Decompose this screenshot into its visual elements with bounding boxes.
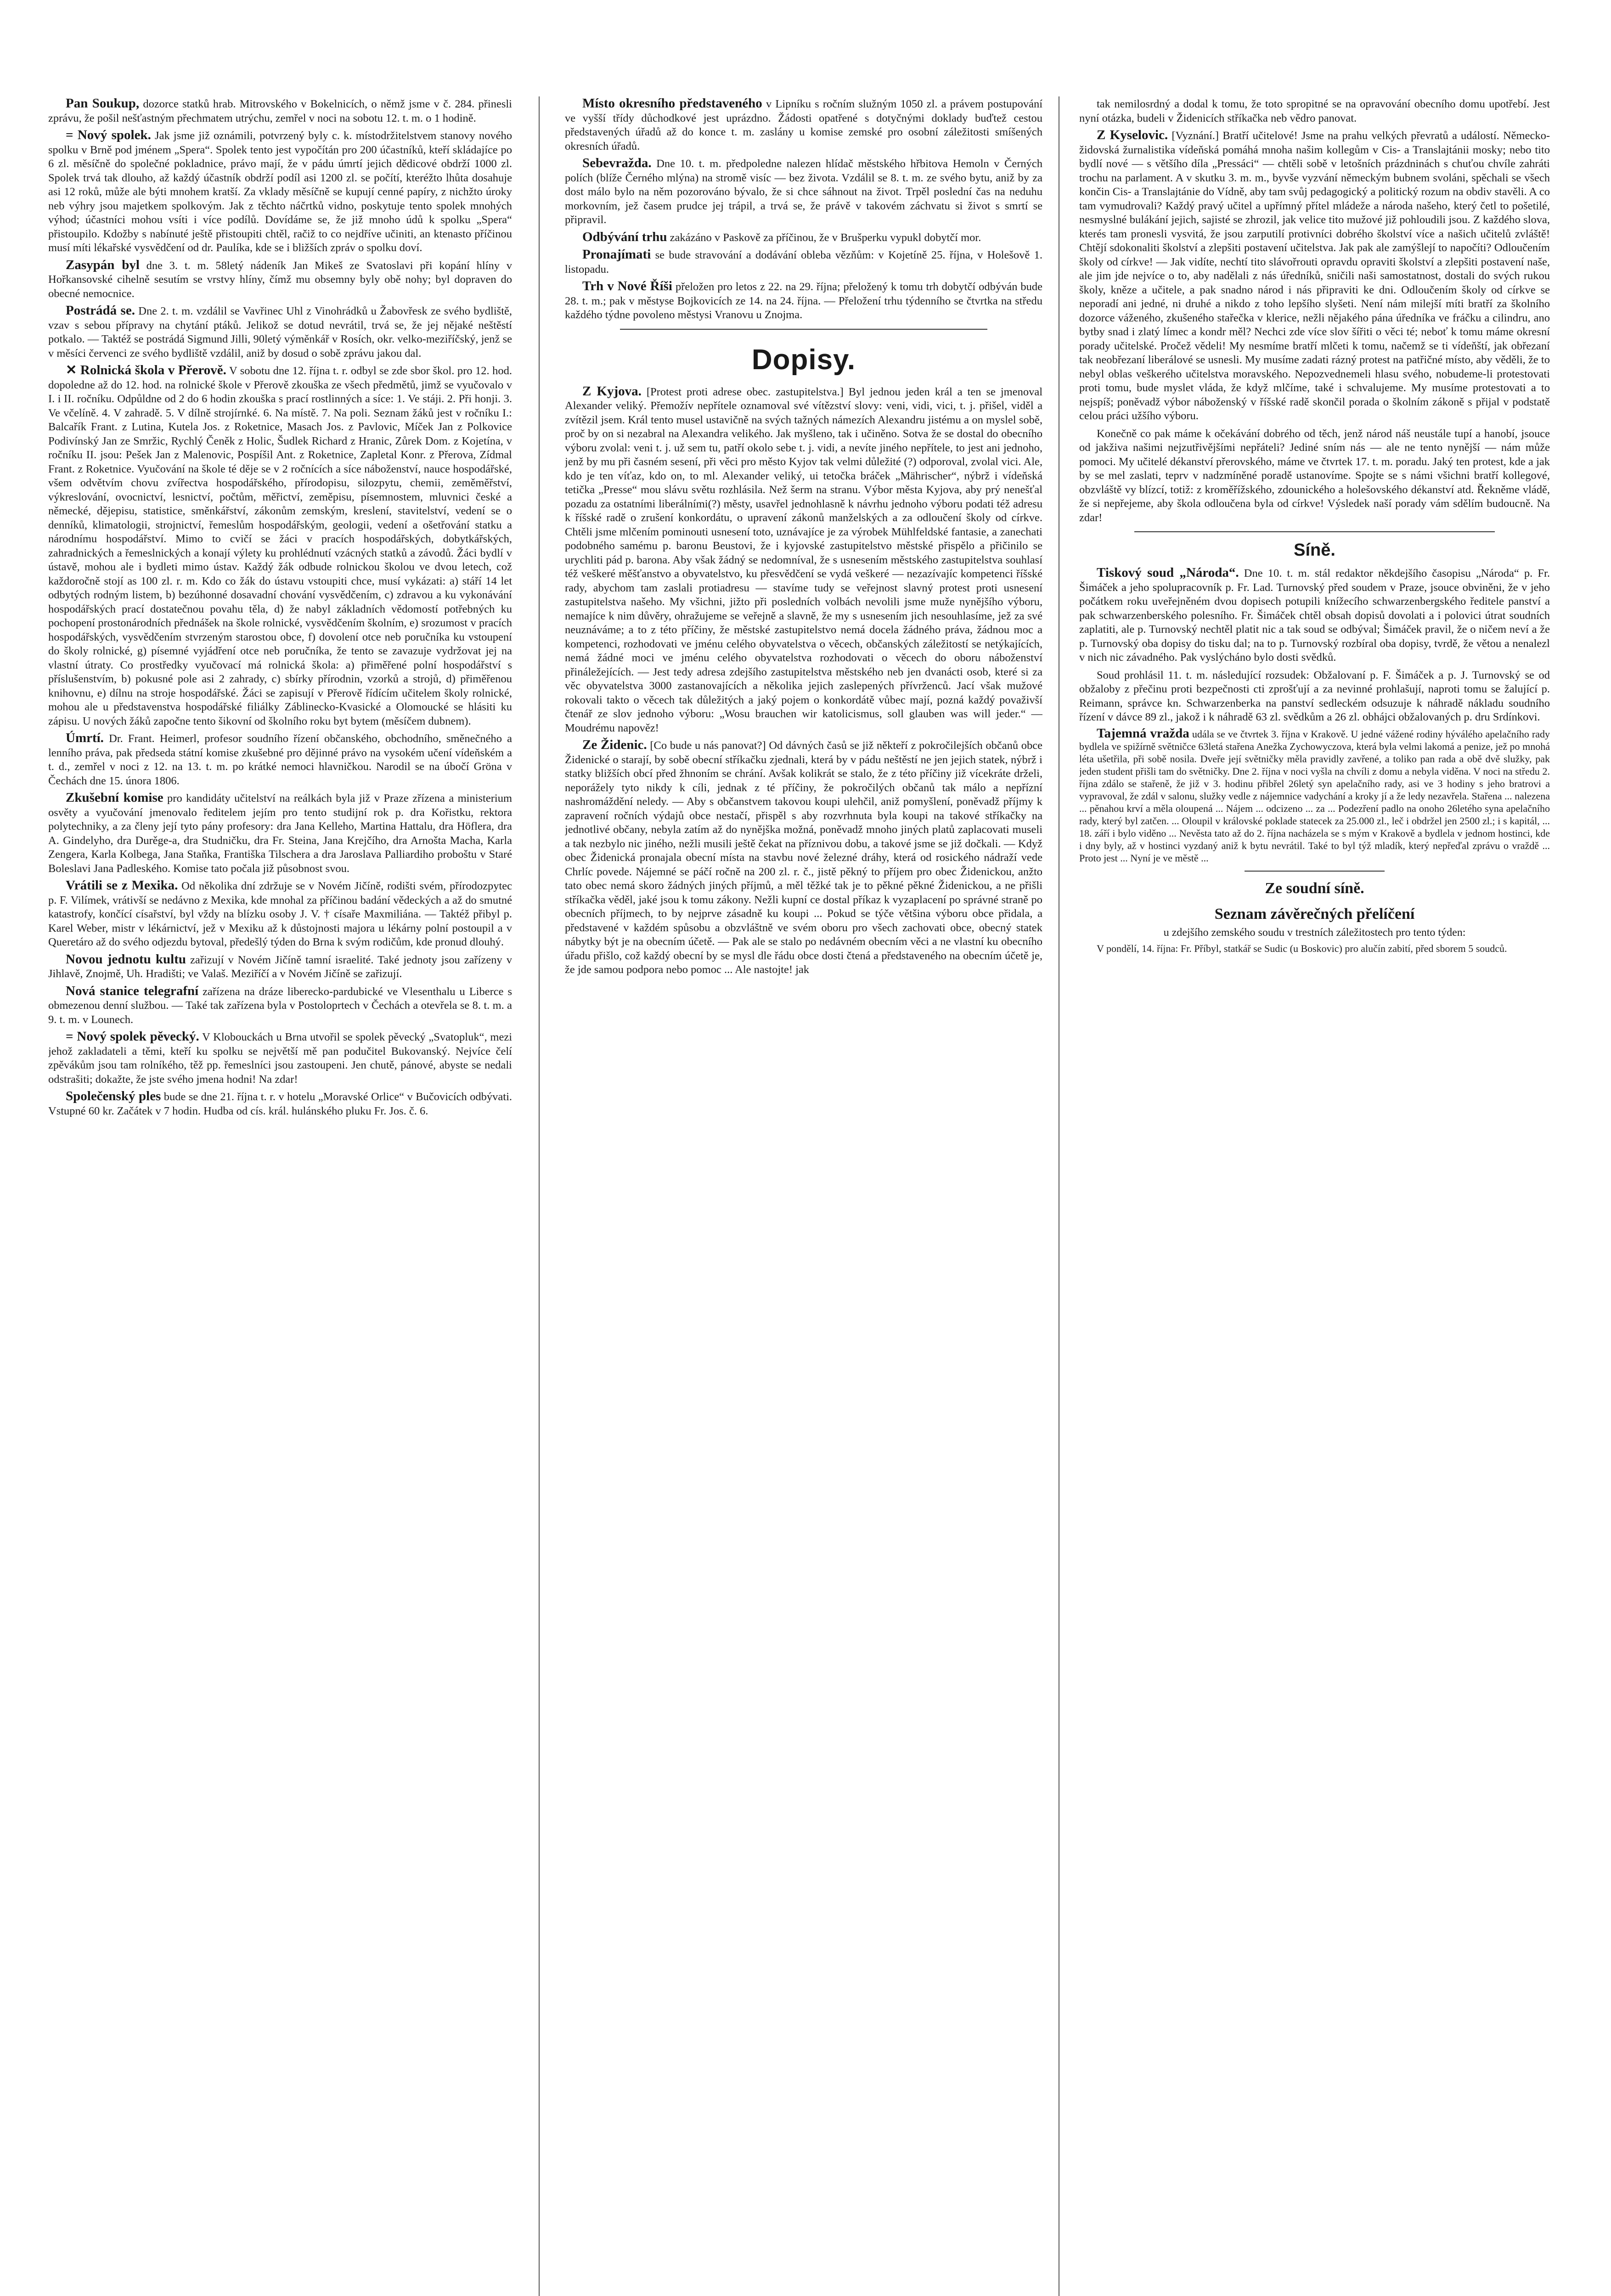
article-text: bude se dne 21. října t. r. v hotelu „Moravské Orlice“ v Bučovicích odbývati. Vstupné 60 kr. Začátek v 7 hodin. Hudba od cís. král. hulánského pluku Fr. Jos. č. 6. bbox=[48, 1091, 512, 1117]
article-text: Dr. Frant. Heimerl, profesor soudního řízení občanského, obchodního, směnečného a lenního práva, pak předseda státní komise zkušebné pro dějinné právo na vysokém učení vídeňském a t. d., zemřel v noci z 12. na 13. t. m. po krátké nemoci hlavničkou. Narodil se na úbočí Gröna v Čechách dne 15. února 1806. bbox=[48, 732, 512, 787]
article-lead: Vrátili se z Mexika. bbox=[66, 878, 178, 893]
section-rule bbox=[620, 329, 987, 330]
article bbox=[565, 96, 1042, 153]
article-text: Dne 10. t. m. stál redaktor někdejšího časopisu „Národa“ p. Fr. Šimáček a jeho spolupracovník p. Fr. Lad. Turnovský před soudem v Praze, jsouce obviněni, že v jeho počátkem roku uveřejněném dvou dopisech potupili knížecího schwarzenbergského ředitele panství a pak schwarzenberského polesního. Fr. Šimáček chtěl obsah dopisů dovolati a i polovici útrat soudních zaplatiti, ale p. Turnovský nechtěl platit nic a tak soud se odbýval; Šimáček pravil, že o ničem neví a že p. Turnovský oba dopisy do tisku dal; na to p. Turnovský rozbíral oba dopisy, tvrdě, že větou a nenalezl v nich nic závadného. Pak vyslýcháno bylo dosti svědků. bbox=[1079, 567, 1550, 664]
article bbox=[48, 363, 512, 728]
article-text: pro kandidáty učitelství na reálkách byla již v Praze zřízena a ministerium osvěty a vyučování jmenovalo ředitelem jejím pro tento studijní rok p. dra Kořistku, rektora polytechniky, a za členy její tyto pány profesory: dra Jana Kelleho, Martina Hattalu, dra Höflera, dra A. Gindelyho, dra Durěge-a, dra Studničku, dra Fr. Steina, Jana Krejčího, dra Arnošta Macha, Karla Zengera, Karla Kolbega, Jana Staňka, Františka Tilschera a dra Jaroslava Palliardiho proboštu v Staré Boleslavi Jana Padleského. Komise tato počala již působnost svou. bbox=[48, 792, 512, 875]
article bbox=[565, 248, 1042, 276]
article-lead: Trh v Nové Říši bbox=[582, 279, 672, 293]
article-lead: Postrádá se. bbox=[66, 303, 135, 318]
article-lead: Z Kyselovic. bbox=[1097, 128, 1168, 142]
article-lead: Odbývání trhu bbox=[582, 229, 667, 244]
article-text: V sobotu dne 12. října t. r. odbyl se zde sbor škol. pro 12. hod. dopoledne až do 12. hod. na rolnické škole v Přerově zkouška ze všech předmětů, jimž se vyučovalo v I. i II. ročníku. Odpůldne od 2 do 6 hodin zkouška s prací rostlinných a síce: 1. Ve stáji. 2. Při honji. 3. Ve včelíně. 4. V zahradě. 5. V dílně strojírnké. 6. Na místě. 7. Na poli. Seznam žáků jest v ročníku I.: Balcařík Frant. z Lutina, Kutela Jos. z Roketnice, Masach Jos. z Pavlovic, Míček Jan z Polkovice Podivínský Jan ze Smržic, Rychlý Čeněk z Holic, Šudlek Richard z Hranic, Zůrek Dom. z Kojetína, v ročníku II. jsou: Pešek Jan z Malenovic, Pospíšil Ant. z Roketnice, Zapletal Konr. z Přerova, Zídmal Frant. z Roketnice. Vyučování na škole té děje se v 2 ročnících a síce náboženství, nauce hospodářské, všem odvětvím chovu zvířectva hospodářského, přírodopisu, silozpytu, chemii, zeměměřství, výkreslování, ovocnictví, lesnictví, počtům, měřictví, zeměpisu, písemnostem, mluvnici české a německé, dějepisu, statistice, směnkářství, zákonům zemským, kreslení, stavitelství, vedení se o denníků, klimatologii, strojnictví, řemeslům hospodářským, geologii, vedení a ošetřování statku a národnímu hospodářství. Mimo to cvičí se žáci v pracích hospodářských, dobytkářských, zahradnických a řemeslnických a konají výlety ku prohlédnutí vzácných statků a závodů. Žáci bydlí v ústavě, mohou ale i bydleti mimo ústav. Každý žák odbude rolnickou školou ve dvou letech, což každoročně stojí as 100 zl. r. m. Kdo co žák do ústavu vstoupiti chce, musí vykázati: a) stáří 14 let odbytých rodným listem, b) bezúhonné dosavadní chování vysvědčením, c) zdravou a ku vykonávání hospodářských prací dostatečnou povahu těla, d) že nabyl základních vědomostí potřebných ku pochopení prostonárodních přednášek na škole rolnické, vysvědčením školním, e) srozumost v pracích hospodářských, vysvědčením stvrzeným starostou obce, f) dovolení otce neb poručníka ku vstoupení do školy rolnické, g) písemné vyjádření otce neb poručníka, že tento se zavazuje vydržovat jej na vlastní útraty. Co prostředky vyučovací má rolnická škola: a) přiměřené polní hospodářství s příslušenstvím, b) pokusné pole asi 2 zahrady, c) sbírky přírodnin, vzorků a strojů, d) přiměřenou knihovnu, e) dílnu na stroje hospodářské. Žáci se zapisují v Přerově řídícím učitelem školy rolnické, mohou ale u představenstva hospodářské filiálky Záblinecko-Kvasické a Olomoucké se hlásiti ku zápisu. U nových žáků započne tento šikovní od školního roku byt bytem (měsíčem dubnem). bbox=[48, 365, 512, 727]
section-rule bbox=[1134, 531, 1495, 532]
article-lead: Úmrtí. bbox=[66, 731, 104, 745]
article bbox=[1079, 668, 1550, 725]
column-1 bbox=[48, 96, 512, 2296]
article bbox=[48, 258, 512, 301]
article bbox=[48, 1030, 512, 1086]
article-text: [Protest proti adrese obec. zastupitelstva.] Byl jednou jeden král a ten se jmenoval Alexander veliký. Přemožív nepřítele oznamoval své vítězství slovy: veni, vidi, vici, t. j. přišel, viděl a zvítězil jsem. Král tento musel ustavičně na svých tažných námezích Alexandru jistému a on myslel sobě, proč by on si nezabral na Alexandra velikého. Jak myšleno, tak i učiněno. Sotva že se dostal do obecního výboru zvolal: veni t. j. už sem tu, patří okolo sebe t. j. vidi, a nevíte jiného nepřítele, to jest ani jednoho, jenž by mu při časném sesení, při věci pro město Kyjov tak velmi důležité (?) odporoval, zvolal vici. Ale, kdo je ten víťaz, kdo on, to ml. Alexander veliký, ui tetočka bráček „Mährischer“, nýbrž i vídeňská tetička „Presse“ mou slávu světu rozhlásila. Než šerm na stranu. Výbor města Kyjova, aby prý nenešťal pozadu za ostatními liberálními(?) městy, usavřel jednohlasně k návrhu jednoho výboru podati též adresu k říšské radě o zrušení konkordátu, o upravení zákonů manželských a za odloučení školy od církve. Chtěli jsme mlčením pominouti usnesení toto, uznávajíce je za výrobek Mühlfeldské fantasie, a zanechati podobného samému p. baronu Beustovi, že i kyjovské zastupitelstvo městské přispělo a přičinilo se urychliti pád p. barona. Aby však žádný se nedomníval, že s usnesením městského zastupitelstva souhlasí též veškeré měšťanstvo a obyvatelstvo, ku přesvědčení se vydá veškeré — nezazívajíc kompetenci říšské rady, abychom tam zaslali protiadresu — stavíme tudy se veřejnost slavný protest proti usnesení zastupitelstva našeho. My všichni, jižto při posledních volbách nevolili jsme muže nynějšího výboru, nemajíce k nim důvěry, ohražujeme se veřejně a slavně, že my s usnesením jich nesouhlasíme, jež za své neuznáváme; a to z této příčiny, že městské zastupitelstvo nemá docela žádného práva, žádnou moc a kompetenci, rozhodovati ve jménu celého obyvatelstva o věcech, občanských záležitostí se netýkajících, nemá žádné moci ve jménu celého obyvatelstva rozhodovati o věcech do oboru náboženství přináležejících. — Jest tedy adresa zdejšího zastupitelstva městského neb jen dvanácti osob, které si za věc obyvatelstva 3000 zastanovajících a několika jejich zaslepených přívrženců. Jací však mužové rokovali takto o věcech tak důležitých a jaký pojem o konkordátě vůbec mají, pozná každý považivší čtenář ze slov jednoho výboru: „Wosu brauchen wir katolicismus, soll glauben was will jeder.“ — Moudrému napověz! bbox=[565, 385, 1042, 734]
article bbox=[565, 279, 1042, 322]
article-text: v Lipníku s ročním služným 1050 zl. a právem postupování ve vyšší třídy důchodkové jest uprázdno. Žádosti opatřené s dotyčnými doklady buďtež cestou představených úřadů až do konce t. m. zaslány u komise zemské pro osobní záležitosti smíšených okresních úřadů. bbox=[565, 98, 1042, 152]
article-text: se bude stravování a dodávání obleba vězňům: v Kojetíně 25. října, v Holešově 1. listopadu. bbox=[565, 249, 1042, 276]
article bbox=[48, 1089, 512, 1118]
list-item: V pondělí, 14. října: Fr. Příbyl, statkář se Sudic (u Boskovic) pro alučín zabití, před sborem 5 soudců. bbox=[1097, 942, 1507, 954]
article-lead: Pronajímati bbox=[582, 247, 651, 262]
article-text: Konečně co pak máme k očekávání dobrého od těch, jenž národ náš neustále tupí a hanobí, jsouce od jakživa našimi nejzutřivějšími nepřáteli? Jediné sním nás — ale ne tento nynější — nám může pomoci. My učitelé dékanství přerovského, máme ve čtvrtek 17. t. m. poradu. Jaký ten protest, kde a jak by se mel zaslati, teprv v nadzmíněné poradě ustanovíme. Spojte se s námi všichni bratří kollegové, obzvláště vy blízcí, totiž: z kroměřížského, zdounického a holešovského dékanství atd. Řekněme vládě, že si nepřejeme, aby škola odloučena byla od církve! Výsledek naší porady vám sdělím budoucně. Na zdar! bbox=[1079, 427, 1550, 524]
section-heading-sine: Síně. bbox=[1294, 540, 1335, 560]
article-lead: Zasypán byl bbox=[66, 257, 140, 272]
article bbox=[1079, 426, 1550, 525]
newspaper-page bbox=[48, 96, 1550, 2296]
article-lead: Tiskový soud „Národa“. bbox=[1097, 565, 1239, 580]
article-lead: Zkušební komise bbox=[66, 790, 163, 805]
article bbox=[1079, 96, 1550, 125]
article-text: [Co bude u nás panovat?] Od dávných časů se již někteří z pokročilejších občanů obce Židenické o starají, by sobě obecní stříkačku zjednali, která by v pádu neštěstí ne jen jejich statek, nýbrž i statky bližších obcí před žhnoním se chrání. Avšak kolikrát se stalo, že z této příčiny již vícekráte drželi, neporážely tyto nikdy k cíli, jednak z té příčiny, že pokročilých občanů tak málo a nepřízní nashromáždění neledy. — Aby s občanstvem takovou koupi ulehčil, aniž pomyšlení, poněvadž příjmy k zapravení ročních výdajů obce nestačí, přispěl s aby rozvrhnuta byla koupi na takové stříkačky na jednotlivé občany, nebyla zatím až do nynějška možná, poněvadž mnoho jiných platů zaplacovati museli a tak nezbylo nic jiného, nežli musili ještě čekat na příznivou dobu, a takové jsme se již dočkali. — Když obec Židenická pronajala obecní místa na stavbu nové železné dráhy, která od rosického nádraží vede Chrlíc povede. Nájemné se páčí ročně na 200 zl. r. č., jistě pěkný to příjem pro obec Židenickou, anžto tato obec nemá skoro žádných jiných příjmů, a měl těžké tak je to pěkné pěkné Židenickou, a ne přišli stříkačka věděl, jaké jsou k tomu zákony. Nežli kupní ce dostal příkaz k vyzaplacení po správné straně po obecních příjmech, to by nejprve zásadně ku koupi ... Pokud se týče většina výboru obce přidala, a představené v každém spůsobu a obzvláštně ve svém oboru pro všech zachovati obce, obecný statek nábytky být je na obecním účetě. — Pak ale se stalo po nedávném obecním věci a ne vlastní ku obecního úřadu přišlo, což každý obecní by se mysl dle řádu obce dosti čtená a představeného na obecním účetě je, že jde samou podpora nebo pomoc ... Ale nastojte! jak bbox=[565, 739, 1042, 976]
article-lead: ✕ Rolnická škola v Přerově. bbox=[66, 363, 226, 377]
article-lead: Místo okresního představeného bbox=[582, 96, 762, 111]
article bbox=[48, 128, 512, 255]
article-text: dne 3. t. m. 58letý nádeník Jan Mikeš ze Svatoslavi při kopání hlíny v Hořkansovské cihelně sesutím se vrstvy hlíny, čímž mu obsemny byly obě nohy; byl dopraven do obecné nemocnice. bbox=[48, 259, 512, 300]
column-3 bbox=[1079, 96, 1550, 2296]
article-text: zařizují v Novém Jičíně tamní israelité. Také jednoty jsou zařízeny v Jihlavě, Znojmě, Uh. Hradišti; ve Valaš. Meziříčí a v Novém Jičíně se zařizují. bbox=[48, 953, 512, 980]
article-lead: Ze Židenic. bbox=[582, 737, 647, 752]
article-text: tak nemilosrdný a dodal k tomu, že toto spropitné se na opravování obecního domu upotřebí. Jest nyní otázka, budeli v Židenicích stříkačka neb vědro panovat. bbox=[1079, 98, 1550, 124]
article-lead: Tajemná vražda bbox=[1097, 726, 1189, 741]
article-text: Od několika dní zdržuje se v Novém Jičíně, rodišti svém, přírodozpytec p. F. Vilímek, vrátivší se nedávno z Mexika, kde mnohal za příčinou badání vědeckých a až do smutné katastrofy, končící císařství, byl vždy na blízku osoby J. V. † císaře Maxmiliána. — Taktéž přibyl p. Karel Weber, mistr v lékárnictví, jež v Mexiku až k důstojnosti majora u lékárny polní postoupil a v Queretáro až do svého odjezdu bytoval, předešlý týden do Brna k svým rodičům, kde pronud dlouhý. bbox=[48, 880, 512, 948]
article-text: Dne 2. t. m. vzdálil se Vavřinec Uhl z Vinohrádků u Žabovřesk ze svého bydliště, vzav s sebou přípravy na chytání ptáků. Jelikož se dotud nevrátil, trvá se, že jej nějaké neštěstí potkalo. — Taktéž se postrádá Sigmund Jilli, 90letý výměnkář v Rosích, okr. velko-meziříčský, jenž se v měsíci červenci ze svého bydliště vzdálil, aniž by dosud o sobě zprávu jakou dal. bbox=[48, 305, 512, 360]
article bbox=[48, 96, 512, 125]
article bbox=[48, 791, 512, 876]
article-text: Jak jsme již oznámili, potvrzený byly c. k. místodržitelstvem stanovy nového spolku v Brně pod jménem „Spera“. Spolek tento jest vypočítán pro 200 účastníků, kteří skládajíce po 6 zl. měsíčně do společné pokladnice, právo mají, že v pádu úmrtí jejich dědicové obdrží 1000 zl. Spolek trvá tak dlouho, až každý účastník obdrží podíl asi 1200 zl. se počítí, kteréžto lhůta dosahuje asi 12 roků, může ale býti mnohem kratší. Za vklady měsíčně se kupují cenné papíry, z nichžto úroky neb výhry jsou majetkem spolkovým. Jak z těchto náčrtků vidno, poskytuje tento spolek mnohých výhod; účastníci mohou vsíti i více podílů. Dovídáme se, že již mnoho údů k spolku „Spera“ přistoupilo. Kdožby s nabínuté ještě přistoupiti chtěl, račiž to co nejdříve učiniti, an ktenasto příčinou musí míti lékařské vysvědčení od dr. Paulíka, kde se i bližších zpráv o spolku doví. bbox=[48, 129, 512, 254]
article bbox=[565, 738, 1042, 977]
article-lead: Sebevražda. bbox=[582, 156, 652, 170]
article-lead: Z Kyjova. bbox=[582, 383, 642, 399]
article-text: [Vyznání.] Bratří učitelové! Jsme na prahu velkých převratů a událostí. Německo-židovská žurnalistika vídeňská pomáhá mnoha našim kollegům v Cis- a Translajtánii mosky; nebo tito bydlí nové — s většího díla „Pressáci“ — chtěli sobě v letošních prázdninách s chuťou chvíle zahráti trochu na parlament. A v skutku 3. m. m., byvše vyzvání německým bubnem svoláni, spěchali se všech končin Cis- a Translajtánie do Vídně, aby tam svůj pedagogický a politický rozum na obdiv stavěli. A co tam vymudrovali? Každý pravý učitel a upřímný přítel mládeže a národa našeho, který četl to pošetilé, nesmyslné bulákání jejich, sajisté se zhrozil, jak velice tito mužové již pohloudili jsou. Z každého slova, kterés tam pronesli vysvitá, že jsou zarputilí protivníci dobrého školství více a našich učitelů zvláště! Chtějí sdokonaliti školství a zlepšiti postavení učitelstva. Jak pak ale zamýšlejí to napočíti? Odloučením školy od církve! — Jak vidíte, nechtí tito slávořrouti opravdu opraviti školství a zlepšiti postavení naše, ale jim jde nejvíce o to, aby nadělali z nás úředníků, sničili naši samostatnost, dostali do svých rukou školy, kněze a učitele, a pak snadno národ i nás připraviti ke dni. Odloučením školy od církve se neporadí ani jedné, ni druhé a nikdo z toho lepšího slyšeti. Není nám milejší míti bratří za školního dozorce váženého, zkušeného stařečka v klerice, nežli nějakého pána úředníka ve fráčku a cilindru, ano bytby snad i zlatý límec a kondr měl? Nechci zde více slov šířiti o věci té; neboť k tomu máme okresní porady učitelské. Pročež vědeli! My nesmíme bratří mlčeti k tomu, načemž se ti vídeňští, jak obřezaní tak neobřezaní liberálové se usnesli. My musíme zadati rázný protest na patřičné místo, aby věděli, že to nebyl oblas veškerého učitelstva moravského. Nepozvednemeli hlasu svého, nobudeme-li protestovati proti tomu, bude myslet vláda, že když mlčíme, také i schvalujeme. My musíme protestovati a to nejspíš; poněvadž výbor náboženský v říšské radě skončil porada o školním zákoně s přijal v podstatě celou práci užšího výboru. bbox=[1079, 129, 1550, 422]
article bbox=[48, 731, 512, 788]
article-text: zakázáno v Paskově za příčinou, že v Brušperku vypukl dobytčí mor. bbox=[670, 231, 981, 244]
article bbox=[565, 230, 1042, 245]
section-heading-soudni-sin: Ze soudní síně. bbox=[1265, 879, 1364, 897]
article bbox=[1079, 566, 1550, 665]
section-rule bbox=[1245, 871, 1385, 872]
article bbox=[1079, 727, 1550, 864]
list-title: Seznam závěrečných přelíčení bbox=[1214, 905, 1415, 923]
article bbox=[565, 384, 1042, 736]
article-text: zařízena na dráze liberecko-pardubické ve Vlesenthalu u Liberce s obmezenou denní službou. — Také tak zařízena byla v Postoloprtech v Čechách a otevřela se 8. t. m. a 9. t. m. v Lounech. bbox=[48, 985, 512, 1026]
article bbox=[565, 156, 1042, 227]
column-divider bbox=[539, 96, 540, 2296]
article-lead: Společenský ples bbox=[66, 1089, 161, 1103]
article-lead: = Nový spolek. bbox=[66, 128, 151, 142]
article bbox=[48, 304, 512, 360]
section-heading-dopisy: Dopisy. bbox=[751, 343, 856, 376]
list-subtitle: u zdejšího zemského soudu v trestních záležitostech pro tento týden: bbox=[1163, 926, 1466, 939]
article-lead: Novou jednotu kultu bbox=[66, 951, 186, 967]
article-text: V Klobouckách u Brna utvořil se spolek pěvecký „Svatopluk“, mezi jehož zakladateli a těmi, kteří ku spolku se největší mě pan podučitel Bukovanský. Nejvíce čelí zpěvákům jsou tam rolníkého, těž pp. řemeslníci jsou zastoupeni. Jen chutě, pánové, abyste se nedali odstrašiti; dokažte, že jste svého jmena hodni! Na zdar! bbox=[48, 1031, 512, 1086]
article-lead: Nová stanice telegrafní bbox=[66, 983, 199, 998]
column-2 bbox=[565, 96, 1042, 2296]
article bbox=[48, 952, 512, 981]
article-text: Dne 10. t. m. předpoledne nalezen hlídač městského hřbitova Hemoln v Černých polích (blíže Černého mlýna) na stromě visíc — bez života. Vzdálil se 8. t. m. ze svého bytu, aniž by za dost málo bylo na něm pozorováno bývalo, že si chce sáhnout na život. Trpěl poslední čas na neduhu morkovním, jež časem prudce jej trápil, a trvá se, že právě v takovém záchvatu si život s smrtí se připravil. bbox=[565, 158, 1042, 226]
article-text: Soud prohlásil 11. t. m. následující rozsudek: Obžalovaní p. F. Šimáček a p. J. Turnovský se od obžaloby z přečinu proti bezpečnosti cti zprošťují a za nevinné prohlašují, naproti tomu se žalující p. Reimann, správce kn. Schwarzenberka na panství sedleckém odsuzuje k náhradě nákladu soudního řízení v dávce 89 zl., jakož i k náhradě 63 zl. svědkům a 26 zl. obhájci obžalovaných p. dru Srdínkovi. bbox=[1079, 669, 1550, 723]
article-lead: Pan Soukup, bbox=[66, 96, 140, 111]
article bbox=[48, 984, 512, 1027]
article-text: přeložen pro letos z 22. na 29. října; přeložený k tomu trh dobytčí odbýván bude 28. t. m.; pak v městyse Bojkovicích ze 14. na 24. října. — Přeložení trhu týdenního se čtvrtka na středu každého týdne povoleno městysi Vranovu u Znojma. bbox=[565, 281, 1042, 321]
article-text: dozorce statků hrab. Mitrovského v Bokelnicích, o němž jsme v č. 284. přinesli zprávu, že pošil nešťastným přechmatem utrýchu, zemřel v noci na sobotu 12. t. m. o 1 hodině. bbox=[48, 98, 512, 124]
article-text: udála se ve čtvrtek 3. října v Krakově. U jedné vážené rodiny hýválého apelačního rady bydlela ve spižírně světničce 63letá stařena Anežka Zychowyczova, která byla velmi lakomá a penize, jež po mnohá léta ušetřila, při sobě nosila. Dveře její světničky měla pravidly zavřené, a toliko pan rada a obě dvě služky, pak jeden student přišli tam do světničky. Dne 2. října v noci vyšla na chvíli z domu a nebyla viděna. V noci na středu 2. října zdálo se stařeně, že již v 3. hodinu přibřel 26letý syn apelačního rady, asi ve 3 hodiny s jeho bratrovi a vypravoval, že zdál v salonu, služky vedle z nájemnice vadychání a kroky jí a že ledy nezavřela. Stařena ... nalezena ... pěnahou krví a měla oloupená ... Nájem ... odcizeno ... za ... Podezření padlo na onoho 26letého syna apelačního rady, který byl zatčen. ... Oloupil v královské poklade statecek za 25.000 zl., leč i obdržel jen 2500 zl.; i s kapitál, ... 18. září i bylo viděno ... Nevěsta tato až do 2. října nacházela se s mým v Krakově a bydlela v jednom hostinci, kde i dny byly, až v hostinci vyzdaný aniž k bytu nevrátil. Také to byl týž mladík, který nepřeďal zprávu o vraždě ... Proto jest ... Nyní je ve městě ... bbox=[1079, 728, 1550, 864]
article bbox=[48, 878, 512, 950]
article-lead: = Nový spolek pěvecký. bbox=[66, 1029, 199, 1044]
article bbox=[1079, 128, 1550, 423]
